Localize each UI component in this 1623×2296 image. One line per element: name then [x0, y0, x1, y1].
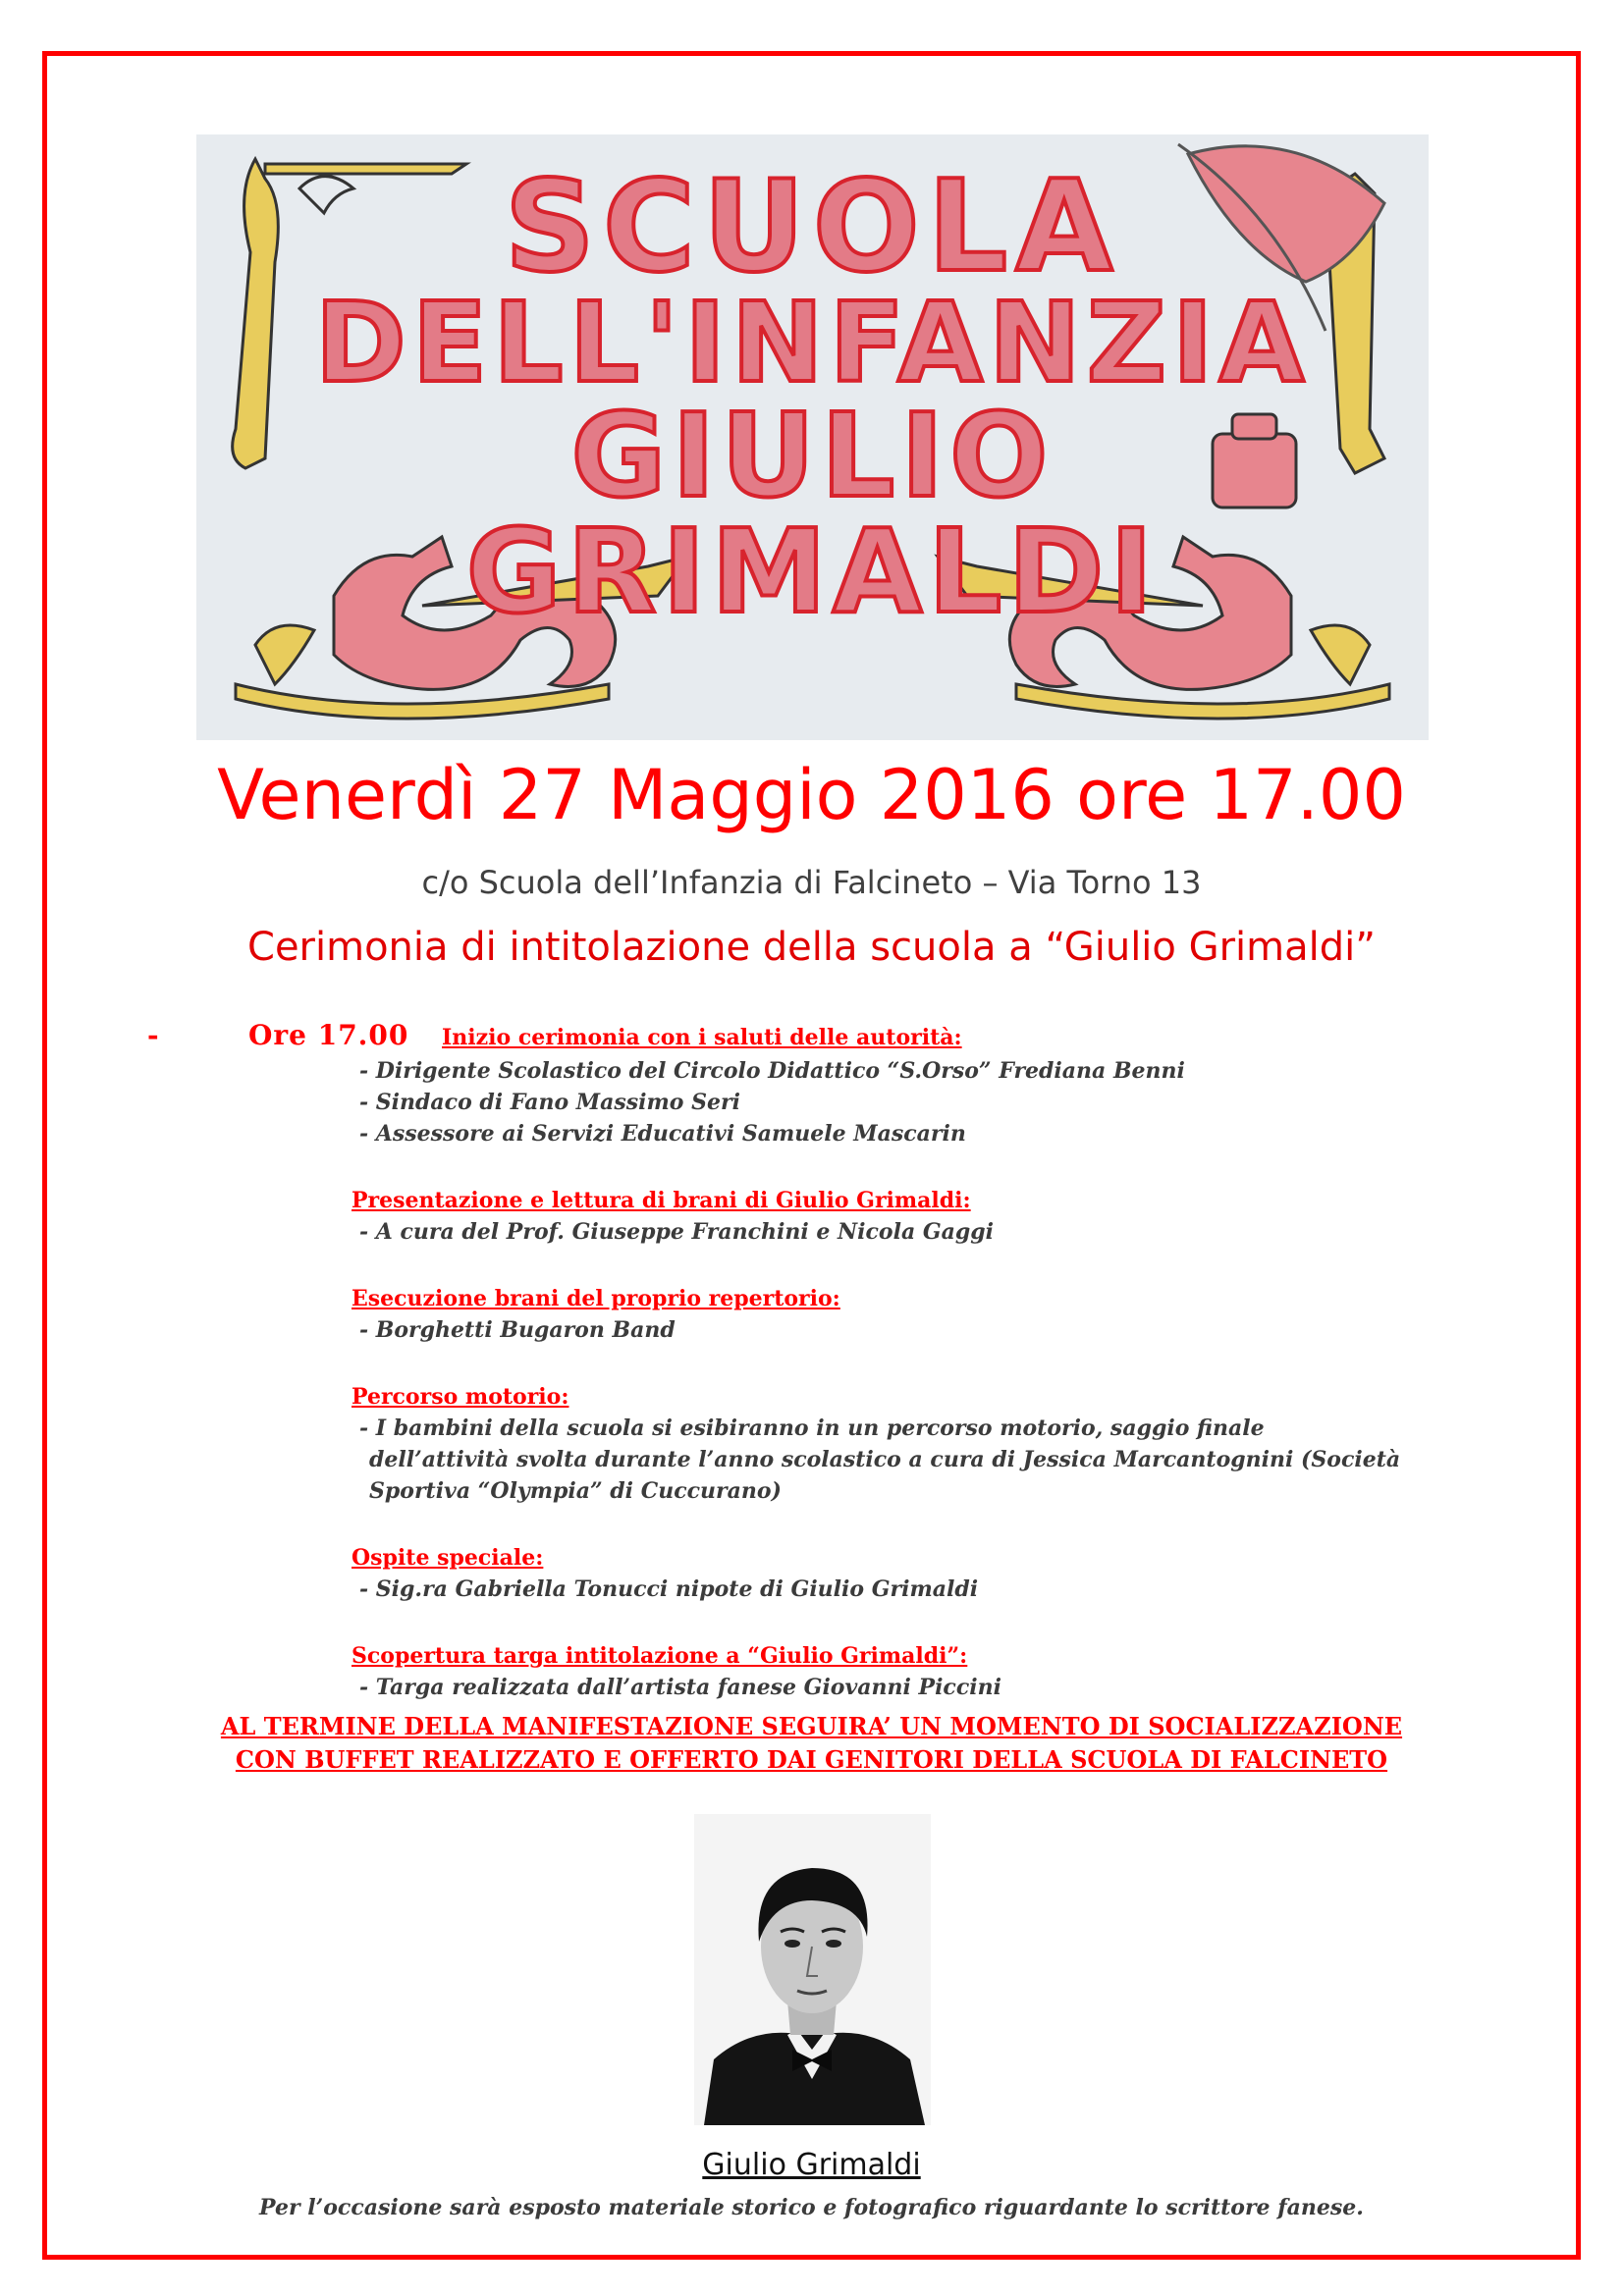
banner-line-1: SCUOLA	[504, 154, 1121, 300]
section-line: - Targa realizzata dall’artista fanese Giovanni Piccini	[359, 1675, 1001, 1700]
portrait-caption: Giulio Grimaldi	[702, 2148, 921, 2182]
program-section	[352, 1640, 1481, 1703]
portrait-photo	[694, 1814, 931, 2125]
event-location: c/o Scuola dell’Infanzia di Falcineto – Via Torno 13	[421, 864, 1202, 901]
program-section	[352, 1283, 1481, 1346]
event-date-time: Venerdì 27 Maggio 2016 ore 17.00	[217, 755, 1406, 835]
closing-line-1: AL TERMINE DELLA MANIFESTAZIONE SEGUIRA’ UN MOMENTO DI SOCIALIZZAZIONE	[220, 1712, 1403, 1740]
start-time: Ore 17.00	[248, 1019, 409, 1051]
program-list	[352, 1055, 1481, 1738]
section-line: - A cura del Prof. Giuseppe Franchini e Nicola Gaggi	[359, 1219, 995, 1245]
banner-line-3: GIULIO	[570, 388, 1055, 523]
school-sign-image	[196, 134, 1429, 740]
section-line: - Assessore ai Servizi Educativi Samuele Mascarin	[359, 1121, 966, 1147]
section-line: - Borghetti Bugaron Band	[359, 1317, 676, 1343]
bullet-marker: -	[147, 1019, 159, 1051]
section-title: Scopertura targa intitolazione a “Giulio Grimaldi”:	[352, 1643, 968, 1669]
portrait-drawing	[694, 1814, 931, 2125]
event-title: Cerimonia di intitolazione della scuola a “Giulio Grimaldi”	[247, 925, 1376, 970]
program-section	[352, 1542, 1481, 1605]
closing-line-2: CON BUFFET REALIZZATO E OFFERTO DAI GENITORI DELLA SCUOLA DI FALCINETO	[235, 1745, 1388, 1774]
program-section	[352, 1055, 1481, 1149]
section-title: Esecuzione brani del proprio repertorio:	[352, 1286, 840, 1311]
section-line: - Sig.ra Gabriella Tonucci nipote di Giulio Grimaldi	[359, 1576, 979, 1602]
banner-line-4: GRIMALDI	[465, 504, 1160, 639]
section-line: - I bambini della scuola si esibiranno in un percorso motorio, saggio finale dell’attività svolta durante l’anno scolastico a cura di Jessica Marcantognini (Società Sportiva “Olympia” di Cuccurano)	[359, 1415, 1401, 1504]
banner-line-2: DELL'INFANZIA	[314, 280, 1311, 407]
section-line: - Sindaco di Fano Massimo Seri	[359, 1090, 740, 1115]
section-title: Ospite speciale:	[352, 1545, 544, 1571]
section-title: Presentazione e lettura di brani di Giulio Grimaldi:	[352, 1188, 971, 1213]
section-title: Percorso motorio:	[352, 1384, 569, 1410]
closing-announcement	[0, 1710, 1623, 1777]
footer-note: Per l’occasione sarà esposto materiale storico e fotografico riguardante lo scrittore fanese.	[259, 2195, 1364, 2220]
program-section	[352, 1185, 1481, 1248]
program-section	[352, 1381, 1481, 1507]
section-title: Inizio cerimonia con i saluti delle autorità:	[442, 1025, 962, 1050]
section-line: - Dirigente Scolastico del Circolo Didattico “S.Orso” Frediana Benni	[359, 1058, 1185, 1084]
